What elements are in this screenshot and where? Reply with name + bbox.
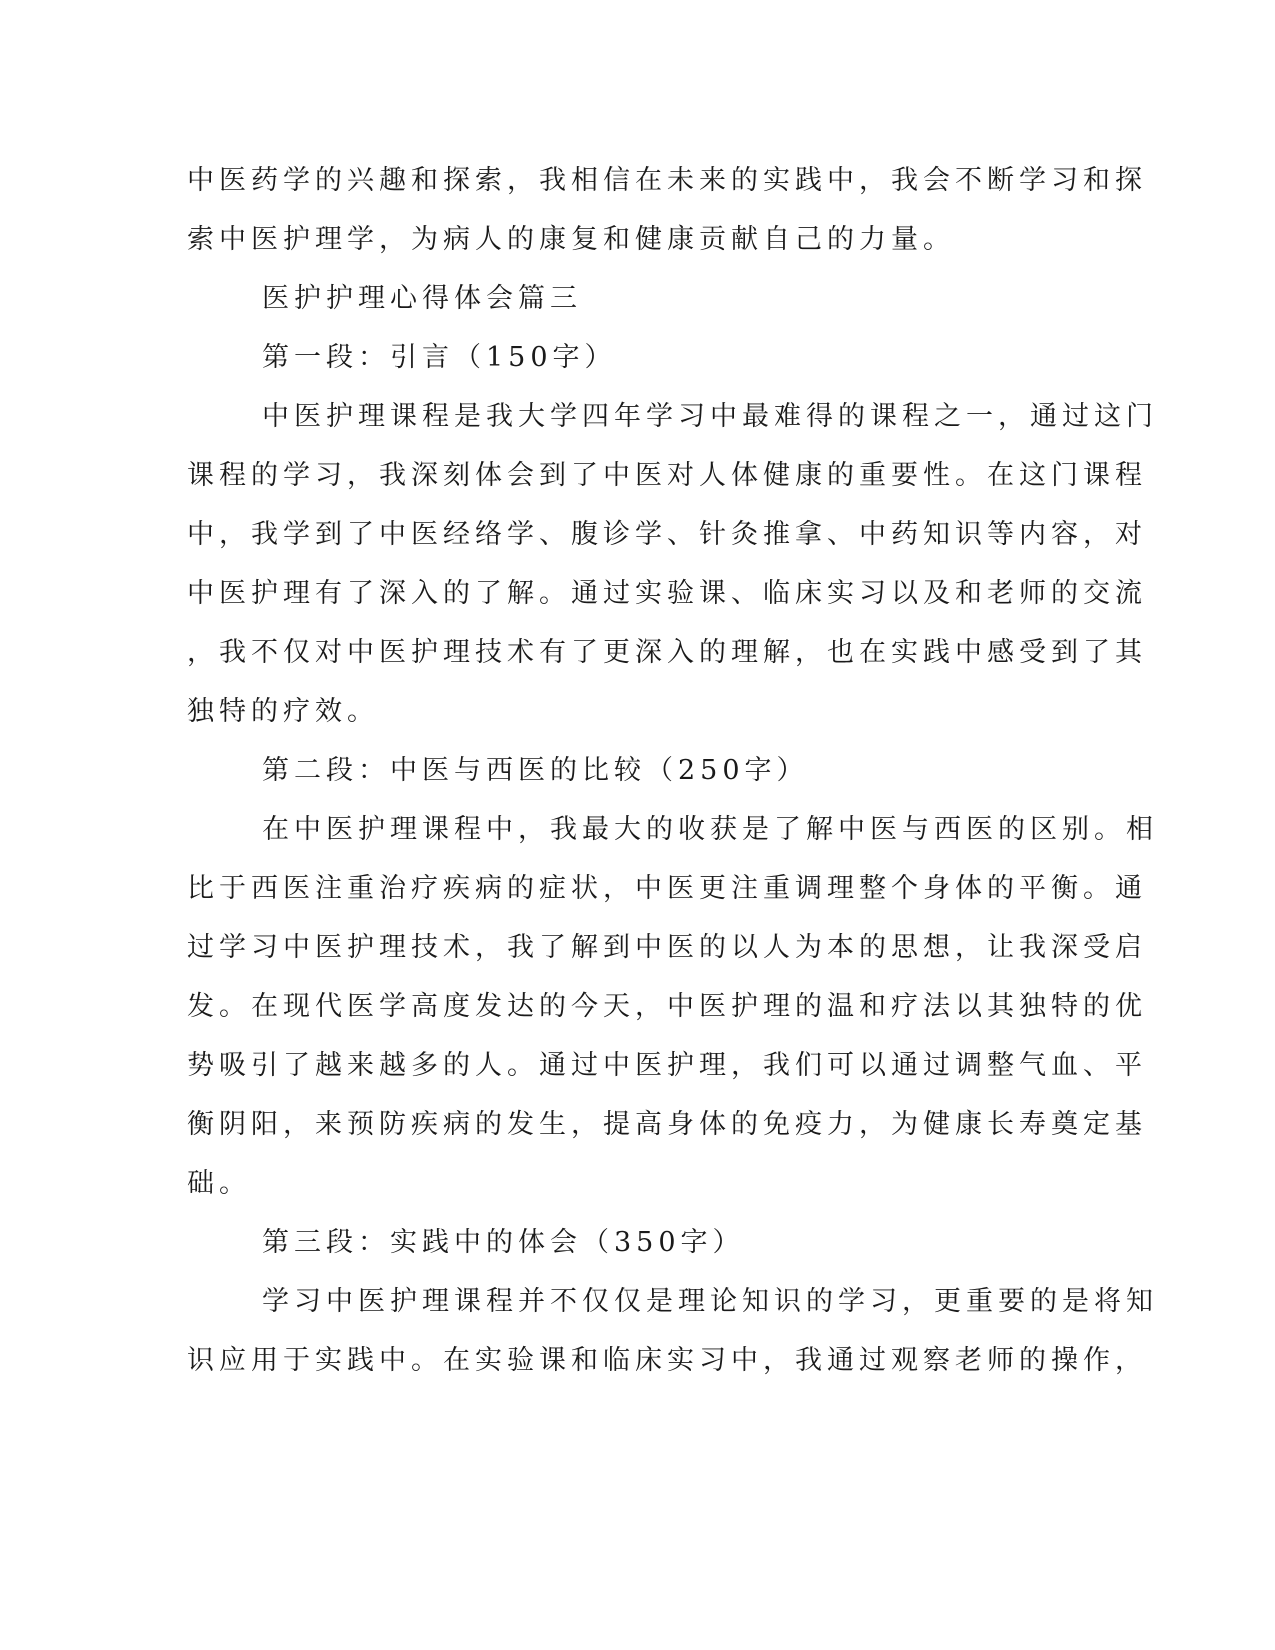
section-heading: 医护护理心得体会篇三 xyxy=(262,283,582,314)
text-line: 中医药学的兴趣和探索，我相信在未来的实践中，我会不断学习和探 xyxy=(187,165,1147,196)
text-line: 过学习中医护理技术，我了解到中医的以人为本的思想，让我深受启 xyxy=(187,932,1147,963)
text-line: 中医护理课程是我大学四年学习中最难得的课程之一，通过这门 xyxy=(262,401,1158,432)
text-line: 比于西医注重治疗疾病的症状，中医更注重调理整个身体的平衡。通 xyxy=(187,873,1147,904)
text-line: 在中医护理课程中，我最大的收获是了解中医与西医的区别。相 xyxy=(262,814,1158,845)
paragraph-heading: 第三段：实践中的体会（350字） xyxy=(262,1227,745,1258)
text-line: 学习中医护理课程并不仅仅是理论知识的学习，更重要的是将知 xyxy=(262,1286,1158,1317)
text-line: ，我不仅对中医护理技术有了更深入的理解，也在实践中感受到了其 xyxy=(187,637,1147,668)
text-line: 识应用于实践中。在实验课和临床实习中，我通过观察老师的操作， xyxy=(187,1345,1147,1376)
text-line: 中，我学到了中医经络学、腹诊学、针灸推拿、中药知识等内容，对 xyxy=(187,519,1147,550)
text-line: 势吸引了越来越多的人。通过中医护理，我们可以通过调整气血、平 xyxy=(187,1050,1147,1081)
text-line: 独特的疗效。 xyxy=(187,696,379,727)
text-line: 衡阴阳，来预防疾病的发生，提高身体的免疫力，为健康长寿奠定基 xyxy=(187,1109,1147,1140)
paragraph-heading: 第一段：引言（150字） xyxy=(262,342,617,373)
paragraph-heading: 第二段：中医与西医的比较（250字） xyxy=(262,755,809,786)
text-line: 础。 xyxy=(187,1168,251,1199)
text-line: 发。在现代医学高度发达的今天，中医护理的温和疗法以其独特的优 xyxy=(187,991,1147,1022)
text-line: 中医护理有了深入的了解。通过实验课、临床实习以及和老师的交流 xyxy=(187,578,1147,609)
text-line: 课程的学习，我深刻体会到了中医对人体健康的重要性。在这门课程 xyxy=(187,460,1147,491)
text-line: 索中医护理学，为病人的康复和健康贡献自己的力量。 xyxy=(187,224,955,255)
